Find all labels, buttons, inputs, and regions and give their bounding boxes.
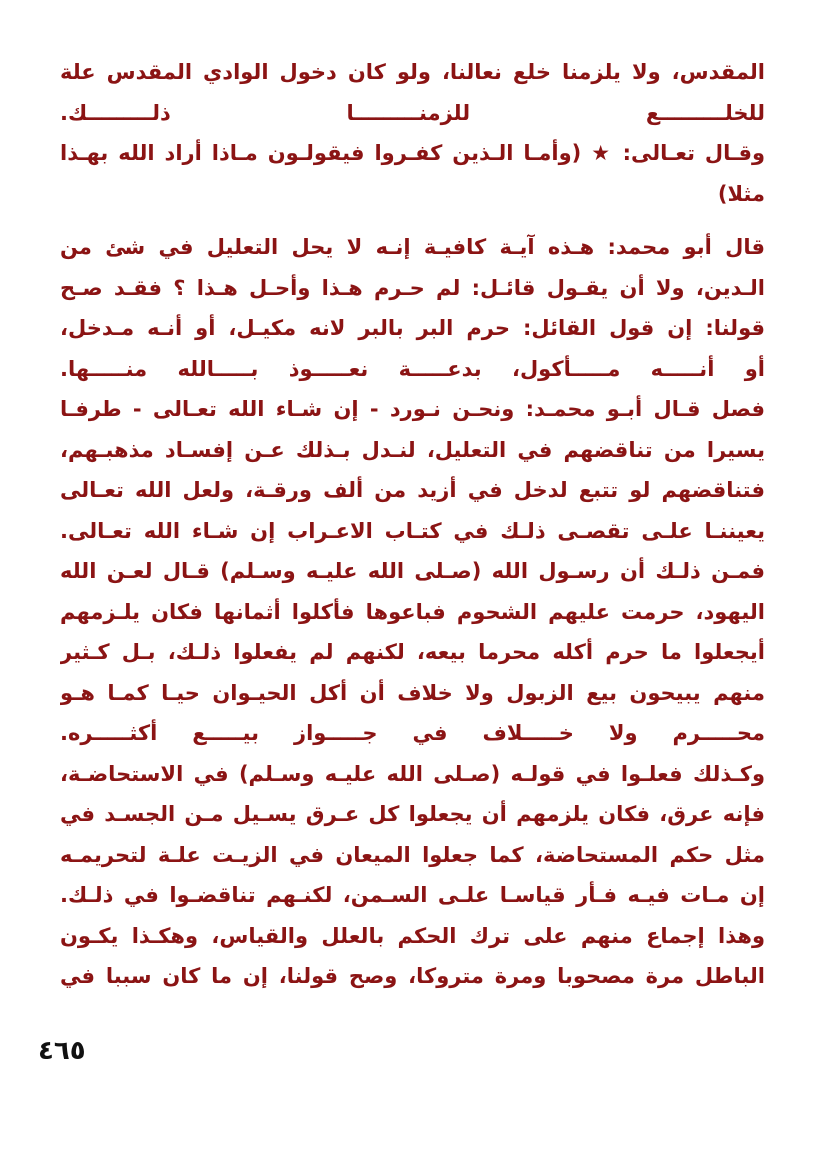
text-line: وقـال تعـالى: ★ (وأمـا الـذين كفـروا فيقولـون مـاذا أراد الله بهـذا (60, 141, 765, 165)
text-line: يسيرا من تناقضهم في التعليل، لنـدل بـذلك عـن إفسـاد مذهبـهم، (60, 437, 765, 462)
text-line: وهذا إجماع منهم على ترك الحكم بالعلل والقياس، وهكـذا يكـون (60, 923, 765, 948)
text-line: الـدين، ولا أن يقـول قائـل: لم حـرم هـذا وأحـل هـذا ؟ فقـد صـح (60, 275, 765, 300)
text-line: قولنا: إن قول القائل: حرم البر بالبر لانه مكيـل، أو أنـه مـدخل، (60, 316, 765, 340)
text-line: يعيننـا علـى تقصـى ذلـك في كتـاب الاعـراب إن شـاء الله تعـالى. (60, 518, 765, 543)
text-line: فمـن ذلـك أن رسـول الله (صـلى الله عليـه وسـلم) قـال لعـن الله (60, 559, 765, 583)
text-line: فصل قـال أبـو محمـد: ونحـن نـورد - إن شـاء الله تعـالى - طرفـا (60, 397, 765, 421)
text-line: محـــــرم ولا خـــــلاف في جـــــواز بيـــــع أكثـــــره. (60, 721, 765, 745)
text-line: فإنه عرق، فكان يلزمهم أن يجعلوا كل عـرق يسـيل مـن الجسـد في (60, 802, 765, 826)
text-line: وكـذلك فعلـوا في قولـه (صـلى الله عليـه وسـلم) في الاستحاضـة، (60, 761, 765, 786)
text-line: إن مـات فيـه فـأر قياسـا علـى السـمن، لكنـهم تناقضـوا في ذلـك. (60, 883, 765, 907)
text-line: قال أبو محمد: هـذه آيـة كافيـة إنـه لا يحل التعليل في شئ من (60, 235, 765, 259)
text-line: المقدس، ولا يلزمنا خلع نعالنا، ولو كان دخول الوادي المقدس علة (60, 60, 765, 84)
paragraph-quran-quote (60, 52, 765, 214)
paragraph-abu-muhammad (60, 227, 765, 997)
text-line: مثل حكم المستحاضة، كما جعلوا الميعان في الزيـت علـة لتحريمـه (60, 842, 765, 867)
text-line: اليهود، حرمت عليهم الشحوم فباعوها فأكلوا أثمانها فكان يلـزمهم (60, 599, 765, 624)
text-line: منهم يبيحون بيع الزبول ولا خلاف أن أكل الحيـوان حيـا كمـا هـو (60, 680, 765, 705)
text-line: فتناقضهم لو تتبع لدخل في أزيد من ألف ورقـة، ولعل الله تعـالى (60, 478, 765, 502)
text-line: أو أنـــــه مـــــأكول، بدعـــــة نعـــــوذ بـــــالله منـــــها. (60, 356, 765, 381)
text-line: للخلـــــــــع للزمنـــــــــا ذلـــــــــك. (60, 100, 765, 125)
page-number: ٤٦٥ (38, 1036, 86, 1066)
text-line: الباطل مرة مصحوبا ومرة متروكا، وصح قولنا، إن ما كان سببا في (60, 964, 765, 988)
text-line: مثلا) (717, 181, 765, 206)
text-line: أيجعلوا ما حرم أكله محرما بيعه، لكنهم لم يفعلوا ذلـك، بـل كـثير (60, 640, 765, 664)
